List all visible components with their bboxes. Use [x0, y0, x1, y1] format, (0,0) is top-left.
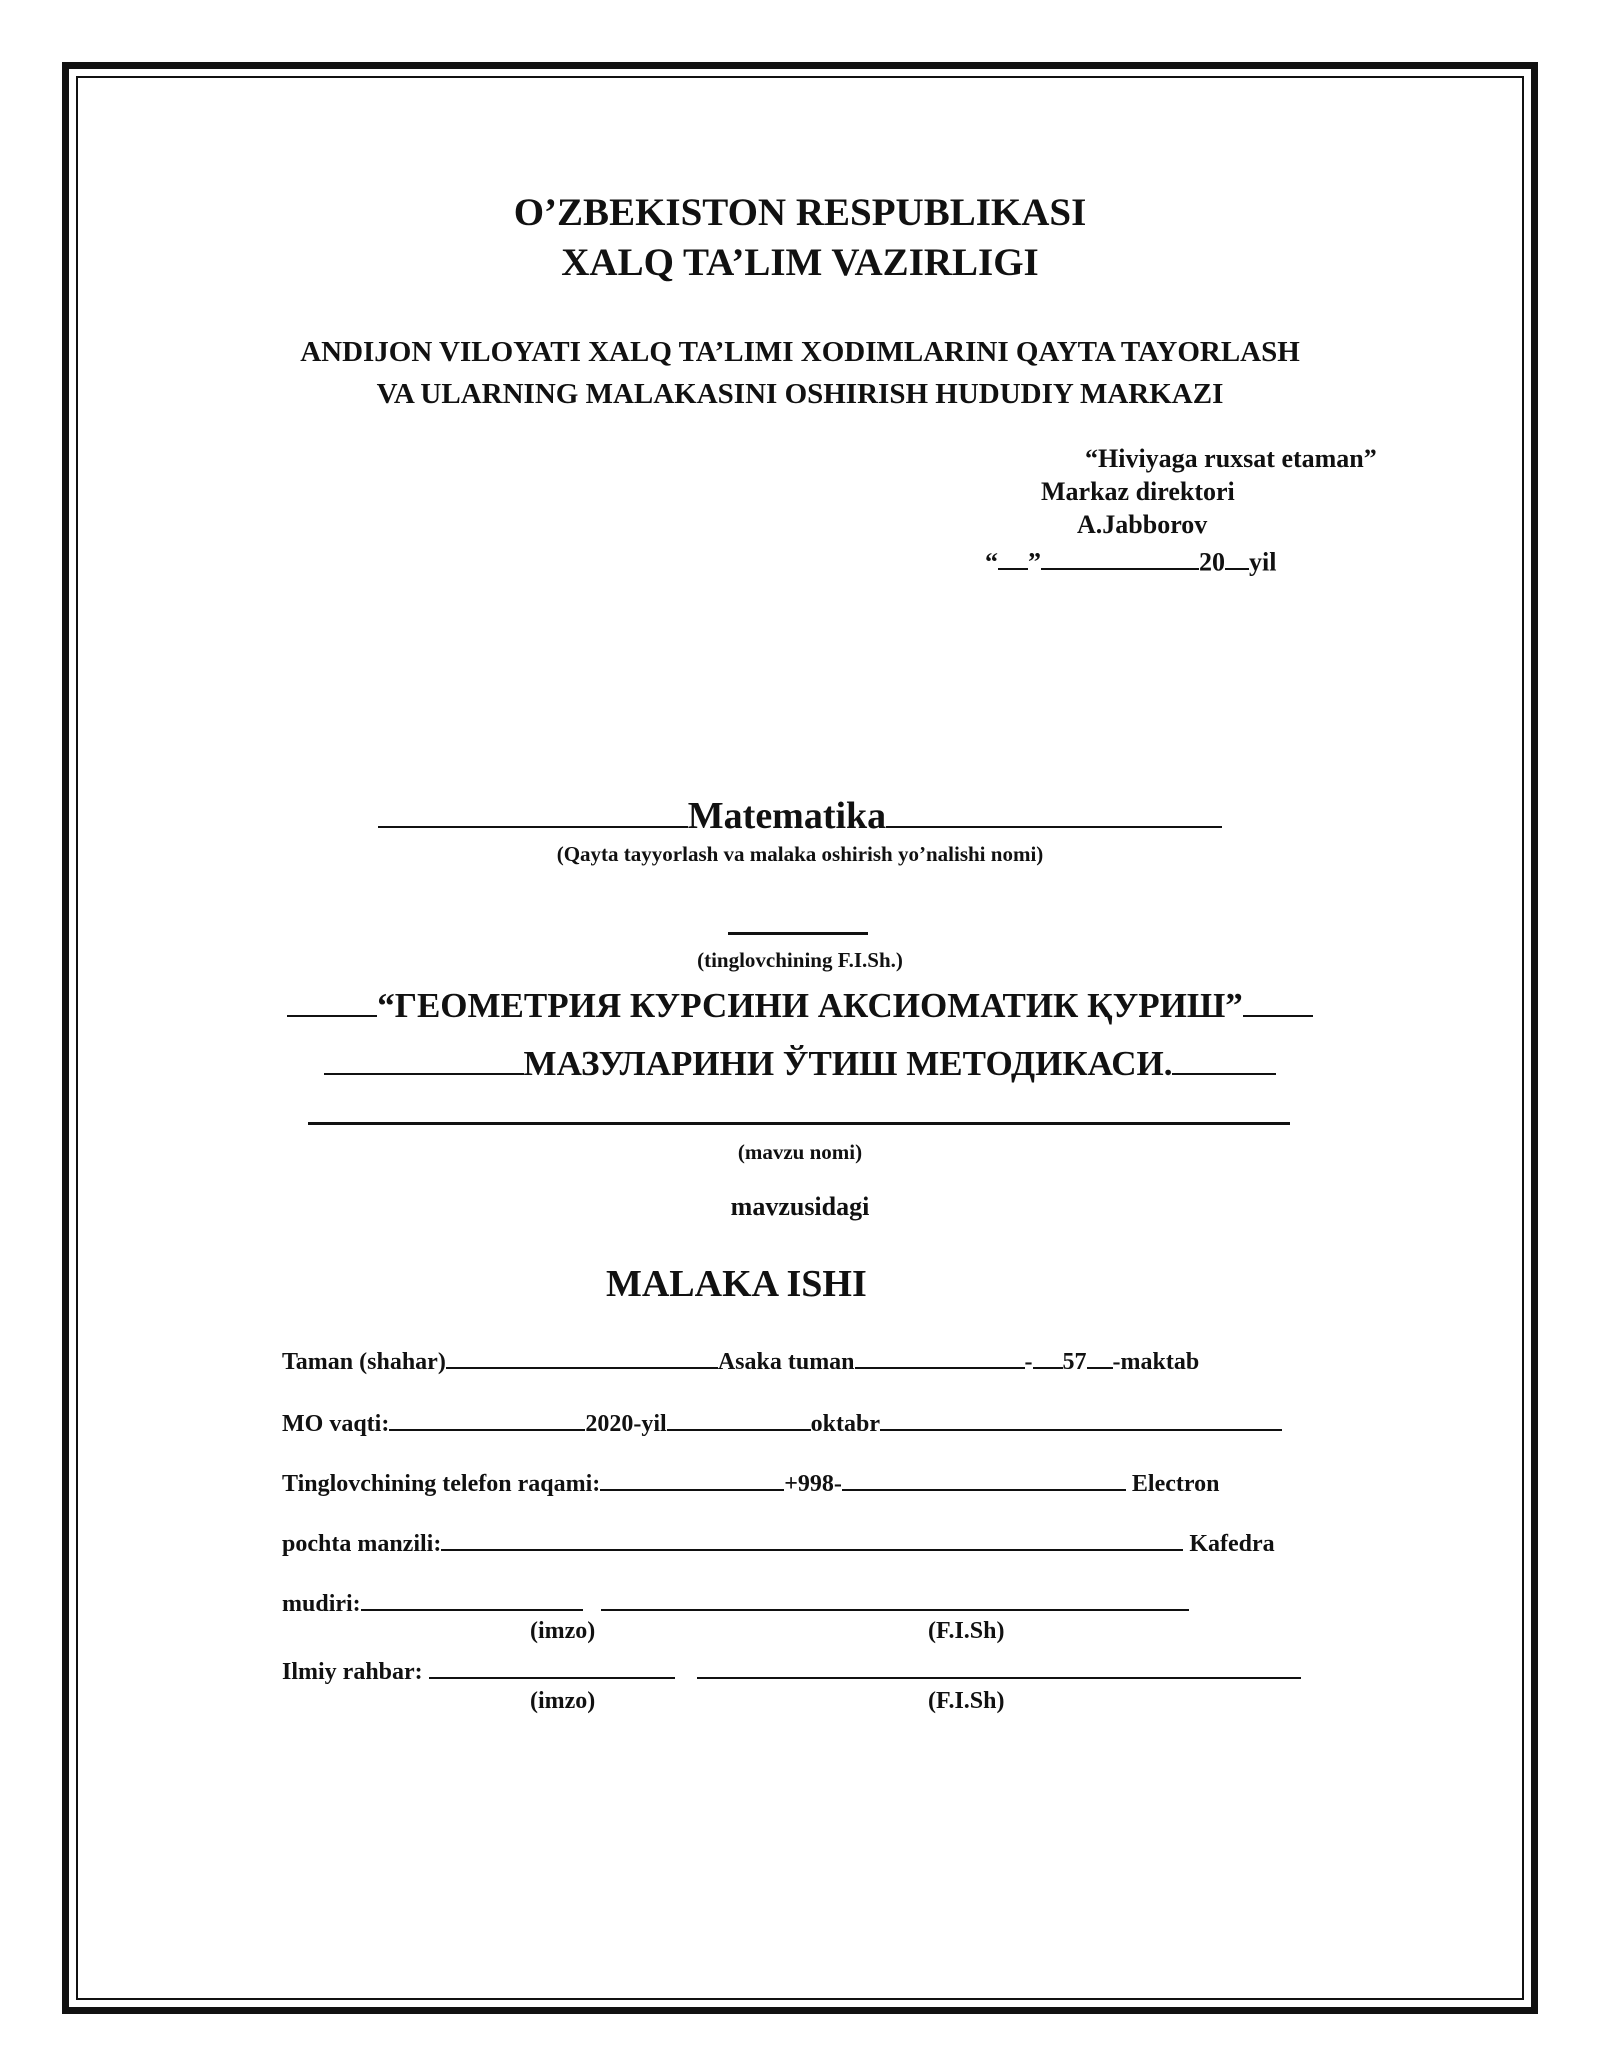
work-title: MALAKA ISHI: [606, 1263, 867, 1305]
phone-prefix: +998-: [784, 1471, 842, 1498]
topic-line2: [0, 1036, 1600, 1084]
email-blank: [441, 1524, 1183, 1551]
phone-label: Tinglovchining telefon raqami:: [282, 1471, 601, 1498]
kafedra-row: [282, 1584, 1189, 1618]
kafedra-signature-caption: (imzo): [530, 1618, 596, 1644]
topic-title-2: МАЗУЛАРИНИ ЎТИШ МЕТОДИКАСИ.: [523, 1043, 1173, 1083]
topic-suffix: mavzusidagi: [730, 1192, 870, 1221]
subject-blank-right: [886, 786, 1222, 828]
month-blank: [1041, 541, 1199, 570]
year-suffix: yil: [1249, 547, 1277, 577]
school-number: 57: [1062, 1349, 1087, 1376]
kafedra-name-caption: (F.I.Sh): [928, 1618, 1005, 1644]
year-blank: [1225, 541, 1249, 570]
approval-date: [985, 541, 1276, 578]
school-suffix: -maktab: [1112, 1349, 1200, 1376]
topic-line1: [0, 978, 1600, 1026]
listener-name-blank: [728, 932, 868, 935]
phone-row: [282, 1464, 1219, 1498]
approval-director-title: Markaz direktori: [1041, 477, 1235, 506]
kafedra-name-blank: [601, 1584, 1189, 1611]
listener-caption: (tinglovchining F.I.Sh.): [697, 948, 903, 972]
topic-caption: (mavzu nomi): [737, 1140, 863, 1164]
supervisor-row: [282, 1652, 1301, 1686]
republic-title: O’ZBEKISTON RESPUBLIKASI: [513, 191, 1087, 234]
supervisor-name-caption: (F.I.Sh): [928, 1688, 1005, 1714]
city-label: Taman (shahar): [282, 1349, 446, 1376]
kafedra-label-part2: mudiri:: [282, 1591, 361, 1618]
city-row: [282, 1342, 1199, 1376]
subject-blank-left: [378, 786, 688, 828]
email-row: [282, 1524, 1275, 1558]
district-blank: [855, 1342, 1025, 1369]
supervisor-label: Ilmiy rahbar:: [282, 1659, 423, 1686]
date-open-quote: “: [985, 547, 998, 577]
mo-year: 2020-yil: [585, 1411, 667, 1438]
subject-name: Matematika: [687, 794, 887, 837]
supervisor-signature-caption: (imzo): [530, 1688, 596, 1714]
topic-blank-left-2: [324, 1036, 524, 1075]
mo-month: oktabr: [810, 1411, 880, 1438]
approval-director-name: A.Jabborov: [1077, 510, 1208, 539]
date-close-quote: ”: [1028, 547, 1041, 577]
topic-title-1: “ГЕОМЕТРИЯ КУРСИНИ АКСИОМАТИК ҚУРИШ”: [377, 985, 1243, 1025]
phone-blank-1: [600, 1464, 784, 1491]
day-blank: [998, 541, 1028, 570]
email-label-part1: Electron: [1131, 1471, 1220, 1498]
approval-line: “Hiviyaga ruxsat etaman”: [1085, 444, 1377, 473]
supervisor-signature-blank: [429, 1652, 675, 1679]
email-label-part2: pochta manzili:: [282, 1531, 442, 1558]
subject-caption: (Qayta tayyorlash va malaka oshirish yo’nalishi nomi): [556, 842, 1044, 866]
center-name-line2: VA ULARNING MALAKASINI OSHIRISH HUDUDIY MARKAZI: [376, 378, 1224, 410]
mo-blank-2: [667, 1404, 811, 1431]
school-blank-right: [1087, 1342, 1113, 1369]
school-dash: -: [1024, 1349, 1033, 1376]
supervisor-name-blank: [697, 1652, 1301, 1679]
kafedra-label-part1: Kafedra: [1189, 1531, 1275, 1558]
subject-line: [0, 786, 1600, 838]
kafedra-signature-blank: [361, 1584, 583, 1611]
city-blank: [446, 1342, 718, 1369]
mo-row: [282, 1404, 1282, 1438]
mo-label: MO vaqti:: [282, 1411, 390, 1438]
mo-blank-3: [880, 1404, 1282, 1431]
phone-blank-2: [842, 1464, 1126, 1491]
year-prefix: 20: [1199, 547, 1225, 577]
topic-blank-right-2: [1172, 1036, 1276, 1075]
topic-blank-right: [1243, 978, 1313, 1017]
city-value: Asaka tuman: [717, 1349, 855, 1376]
ministry-title: XALQ TA’LIM VAZIRLIGI: [561, 241, 1039, 284]
center-name-line1: ANDIJON VILOYATI XALQ TA’LIMI XODIMLARINI QAYTA TAYORLASH: [300, 336, 1300, 368]
topic-blank-line: [308, 1122, 1290, 1125]
topic-blank-left: [287, 978, 377, 1017]
mo-blank-1: [389, 1404, 585, 1431]
school-blank-left: [1033, 1342, 1063, 1369]
